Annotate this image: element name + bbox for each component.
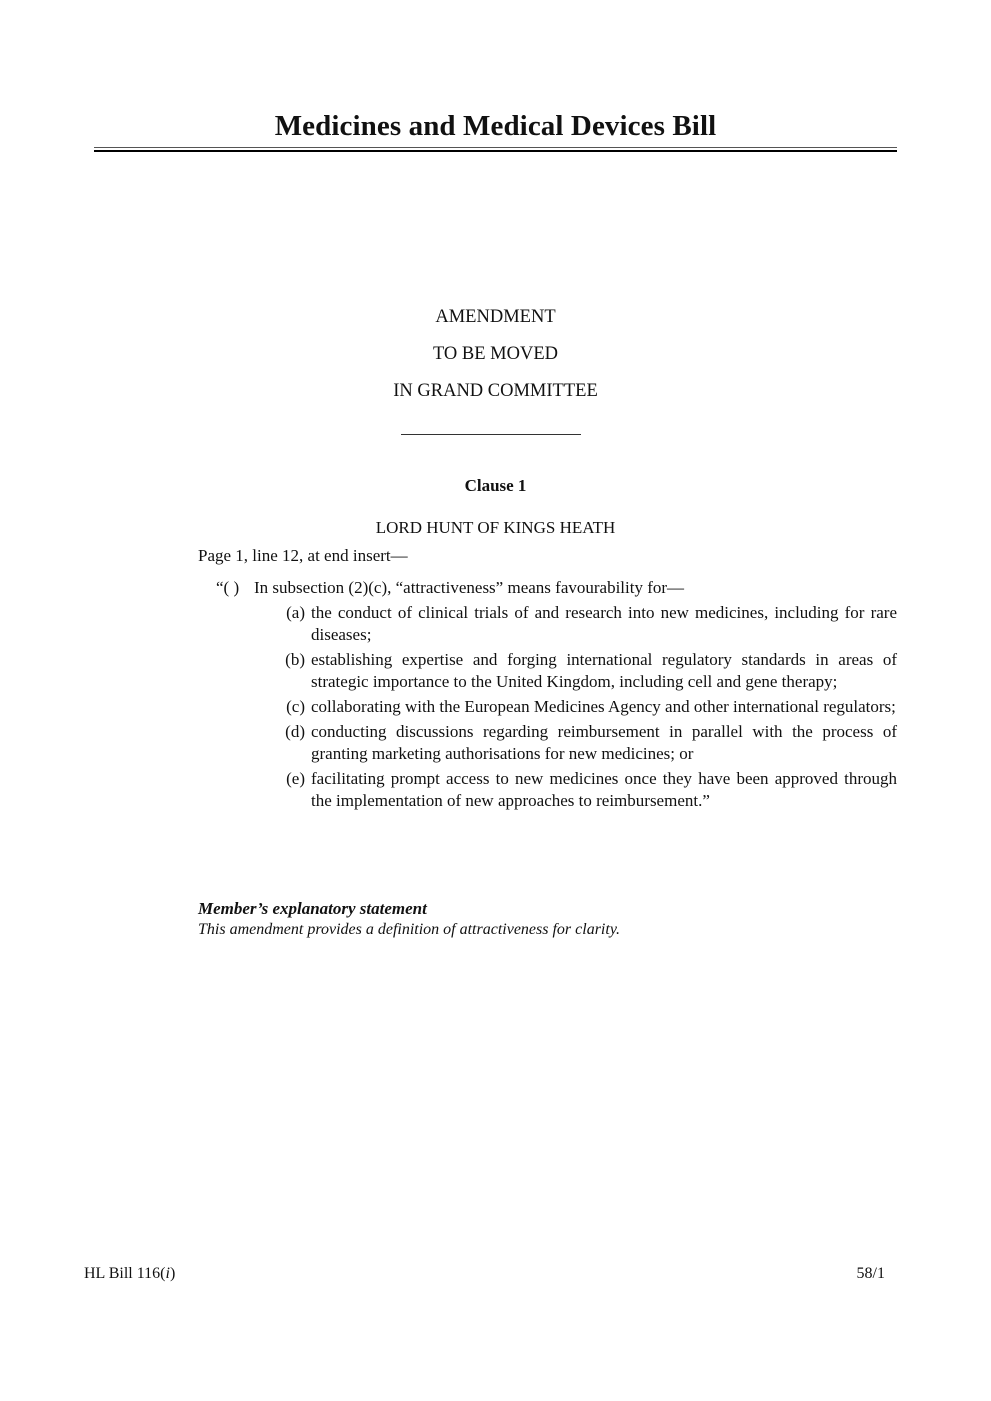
paragraph-text: establishing expertise and forging international regulatory standards in areas of strategic importance to the United Kingdom, including cell and gene therapy; (311, 650, 897, 691)
heading-line-amendment: AMENDMENT (435, 307, 556, 327)
paragraph-text: collaborating with the European Medicines Agency and other international regulators; (311, 697, 896, 716)
explanatory-text: This amendment provides a definition of attractiveness for clarity. (198, 921, 621, 938)
title-rule-thick (94, 150, 897, 152)
paragraph-label: (c) (286, 697, 305, 716)
explanatory-statement (198, 898, 620, 940)
amendment-heading (0, 305, 991, 416)
paragraph-text: the conduct of clinical trials of and research into new medicines, including for rare diseases; (311, 603, 897, 644)
amendment-number: 58/1 (856, 1265, 885, 1282)
subsection-marker: “( ) (216, 578, 240, 597)
paragraph-text: conducting discussions regarding reimbursement in parallel with the process of granting marketing authorisations for new medicines; or (311, 722, 897, 763)
paragraph-label: (e) (286, 769, 305, 788)
paragraph-e (270, 768, 897, 812)
paragraph-label: (a) (286, 603, 305, 622)
bill-ref-prefix: HL Bill 116( (84, 1265, 166, 1282)
paragraph-d (270, 721, 897, 765)
title-rule-thin (94, 147, 897, 148)
heading-line-to-be-moved: TO BE MOVED (432, 344, 559, 364)
paragraph-text: facilitating prompt access to new medicines once they have been approved through the implementation of new approaches to reimbursement.” (311, 769, 897, 810)
heading-divider (401, 434, 581, 435)
paragraph-c (270, 696, 897, 718)
heading-line-grand-committee: IN GRAND COMMITTEE (393, 381, 598, 401)
clause-heading: Clause 1 (464, 476, 527, 495)
explanatory-title: Member’s explanatory statement (198, 899, 427, 918)
inserted-subsection (216, 577, 684, 599)
paragraph-label: (d) (285, 722, 305, 741)
amendment-instruction: Page 1, line 12, at end insert— (198, 546, 408, 565)
page-title: Medicines and Medical Devices Bill (274, 110, 717, 142)
paragraph-list (270, 602, 897, 815)
subsection-text: In subsection (2)(c), “attractiveness” means favourability for— (254, 578, 685, 597)
member-name: LORD HUNT OF KINGS HEATH (375, 518, 616, 537)
bill-ref-italic: i (165, 1265, 170, 1282)
paragraph-b (270, 649, 897, 693)
bill-ref-suffix: ) (169, 1265, 176, 1282)
bill-reference (84, 1264, 175, 1284)
paragraph-a (270, 602, 897, 646)
paragraph-label: (b) (285, 650, 305, 669)
